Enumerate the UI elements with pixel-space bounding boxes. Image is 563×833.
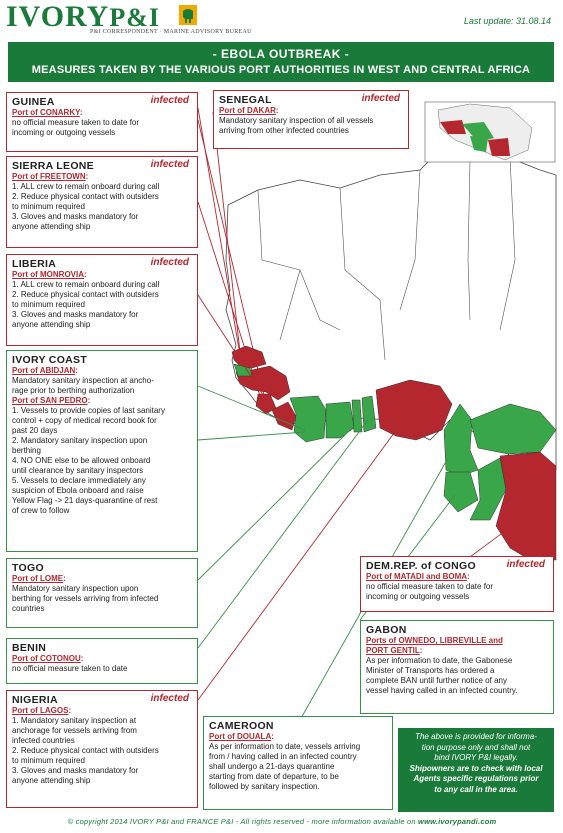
infected-tag: infected xyxy=(506,559,545,570)
port-name: LOME xyxy=(40,574,64,583)
elephant-icon xyxy=(179,5,197,25)
country-box-togo xyxy=(6,558,198,628)
note-line: to any call in the area. xyxy=(434,784,518,794)
port-line: Port of MATADI and BOMA: xyxy=(366,572,470,581)
measure-line: 1. Vessels to provide copies of last sanitary xyxy=(12,406,165,415)
country-box-liberia xyxy=(6,254,198,346)
port-prefix: Port of xyxy=(12,706,40,715)
port-name: SAN PEDRO xyxy=(40,396,88,405)
measure-line: Mandatory sanitary inspection upon xyxy=(12,584,139,593)
measure-line: incoming or outgoing vessels xyxy=(12,128,116,137)
measure-line: anyone attending ship xyxy=(12,320,91,329)
country-name: SIERRA LEONE xyxy=(12,160,94,172)
measure-line: of crew to follow xyxy=(12,506,70,515)
measure-line: 5. Vessels to declare immediately any xyxy=(12,476,146,485)
country-box-ivory-coast xyxy=(6,350,198,552)
country-name: GABON xyxy=(366,624,407,636)
logo-subtitle: P&I CORRESPONDENT · MARINE ADVISORY BUREAU xyxy=(90,29,252,35)
measure-line: arriving from other infected countries xyxy=(219,126,349,135)
measure-line: no official measure taken to date for xyxy=(366,582,494,591)
footer xyxy=(8,817,556,826)
measure-line: starting from date of departure, to be xyxy=(209,772,339,781)
togo-shape xyxy=(352,400,362,432)
measure-line: incoming or outgoing vessels xyxy=(366,592,470,601)
ivory-coast-shape xyxy=(290,396,326,442)
header xyxy=(0,0,563,42)
measure-line: from / having called in an infected country xyxy=(209,752,357,761)
country-name: GUINEA xyxy=(12,96,55,108)
infected-tag: infected xyxy=(150,95,189,106)
measure-line: 1. ALL crew to remain onboard during call xyxy=(12,182,160,191)
port-name: FREETOWN xyxy=(40,172,86,181)
country-box-benin xyxy=(6,638,198,684)
note-line: Agents specific regulations prior xyxy=(413,774,539,783)
measure-line: 2. Reduce physical contact with outsiders xyxy=(12,746,159,755)
measure-line: control + copy of medical record book for xyxy=(12,416,157,425)
title-line-2: MEASURES TAKEN BY THE VARIOUS PORT AUTHORITIES IN WEST AND CENTRAL AFRICA xyxy=(31,64,531,76)
measure-line: no official measure taken to date for xyxy=(12,118,140,127)
measure-line: 1. ALL crew to remain onboard during call xyxy=(12,280,160,289)
country-box-sierra-leone xyxy=(6,156,198,248)
measure-line: Mandatory sanitary inspection of all vessels xyxy=(219,116,374,125)
port-name: PORT GENTIL xyxy=(366,646,420,655)
measure-line: rage prior to berthing authorization xyxy=(12,386,135,395)
note-line: tion purpose only and shall not xyxy=(421,742,531,752)
port-name: MONROVIA xyxy=(40,270,84,279)
infected-tag: infected xyxy=(150,159,189,170)
port-line xyxy=(366,636,548,646)
measure-line: past 20 days xyxy=(12,426,58,435)
infected-tag: infected xyxy=(361,93,400,104)
port-prefix: Port of xyxy=(12,270,40,279)
logo-suffix: P&I xyxy=(109,3,161,32)
measure-line: vessel having called in an infected country. xyxy=(366,686,518,695)
port-name: COTONOU xyxy=(40,654,81,663)
note-line: The above is provided for informa- xyxy=(415,732,537,741)
title-banner xyxy=(8,42,554,82)
port-name: ABIDJAN xyxy=(39,366,76,375)
country-name: LIBERIA xyxy=(12,258,57,270)
port-prefix: Ports of xyxy=(366,636,399,645)
nigeria-shape xyxy=(376,380,452,440)
measure-line: Yellow Flag -> 21 days-quarantine of rest xyxy=(12,496,158,505)
port-name: OWNEDO, LIBREVILLE and xyxy=(398,636,503,645)
disclaimer-note xyxy=(398,728,554,812)
port-prefix: Port of xyxy=(366,572,394,581)
port-prefix: Port of xyxy=(12,366,40,375)
country-name: TOGO xyxy=(12,562,44,574)
port-line: Port of CONARKY: xyxy=(12,108,83,117)
port-line: Port of FREETOWN: xyxy=(12,172,89,181)
measure-line: to minimum required xyxy=(12,300,85,309)
country-name: DEM.REP. of CONGO xyxy=(366,560,476,572)
last-update: Last update: 31.08.14 xyxy=(463,16,551,26)
measure-line: 3. Gloves and masks mandatory for xyxy=(12,212,139,221)
measure-line: to minimum required xyxy=(12,756,85,765)
measure-line: no official measure taken to date xyxy=(12,664,128,673)
port-line: Port of DOUALA: xyxy=(209,732,274,741)
measure-line: 4. NO ONE else to be allowed onboard xyxy=(12,456,151,465)
title-line-1: - EBOLA OUTBREAK - xyxy=(212,47,350,61)
country-name: BENIN xyxy=(12,642,47,654)
country-box-guinea xyxy=(6,92,198,152)
country-box-gabon xyxy=(360,620,554,714)
measure-line: Minister of Transports has ordered a xyxy=(366,666,495,675)
port-name: MATADI and BOMA xyxy=(394,572,468,581)
measure-line: berthing for vessels arriving from infected xyxy=(12,594,159,603)
port-line: Port of LAGOS: xyxy=(12,706,72,715)
gabon-shape xyxy=(444,472,478,512)
measure-line: complete BAN until further notice of any xyxy=(366,676,507,685)
country-box-cameroon xyxy=(203,716,393,810)
measure-line: 3. Gloves and masks mandatory for xyxy=(12,310,139,319)
measure-line: until clearance by sanitary inspectors xyxy=(12,466,144,475)
measure-line: shall undergo a 21-days quarantine xyxy=(209,762,335,771)
port-line: Port of DAKAR: xyxy=(219,106,279,115)
measure-line: anyone attending ship xyxy=(12,222,91,231)
port-line: Port of ABIDJAN: xyxy=(12,366,78,375)
country-name: NIGERIA xyxy=(12,694,58,706)
port-prefix: Port of xyxy=(12,396,40,405)
country-box-senegal xyxy=(213,90,409,149)
measure-line: 2. Reduce physical contact with outsiders xyxy=(12,192,159,201)
port-prefix: Port of xyxy=(209,732,237,741)
port-line: Port of SAN PEDRO: xyxy=(12,396,91,405)
port-name: LAGOS xyxy=(40,706,69,715)
website-link[interactable]: www.ivorypandi.com xyxy=(418,817,497,826)
note-line: bind IVORY P&I legally. xyxy=(434,753,518,762)
port-line: Port of COTONOU: xyxy=(12,654,84,663)
port-prefix: Port of xyxy=(219,106,247,115)
measure-line: 2. Reduce physical contact with outsiders xyxy=(12,290,159,299)
measure-line: anchorage for vessels arriving from xyxy=(12,726,137,735)
note-line: Shipowners are to check with local xyxy=(409,763,543,773)
country-name: IVORY COAST xyxy=(12,354,88,366)
country-box-dr-congo xyxy=(360,556,554,612)
logo-main: IVORY xyxy=(6,0,110,33)
port-line: Port of MONROVIA: xyxy=(12,270,87,279)
country-name: SENEGAL xyxy=(219,94,272,106)
measure-line: anyone attending ship xyxy=(12,776,91,785)
port-line: PORT GENTIL: xyxy=(366,646,423,655)
infected-tag: infected xyxy=(150,257,189,268)
measure-line: berthing xyxy=(12,446,41,455)
measure-line: to minimum required xyxy=(12,202,85,211)
country-box-nigeria xyxy=(6,690,198,808)
port-prefix: Port of xyxy=(12,654,40,663)
measure-line: Mandatory sanitary inspection at ancho- xyxy=(12,376,154,385)
port-line: Port of LOME: xyxy=(12,574,66,583)
port-prefix: Port of xyxy=(12,574,40,583)
port-name: DOUALA xyxy=(237,732,272,741)
measure-line: 1. Mandatory sanitary inspection at xyxy=(12,716,137,725)
country-name: CAMEROON xyxy=(209,720,274,732)
measure-line: countries xyxy=(12,604,45,613)
measure-line: 3. Gloves and masks mandatory for xyxy=(12,766,139,775)
measure-line: suspicion of Ebola onboard and raise xyxy=(12,486,144,495)
infected-tag: infected xyxy=(150,693,189,704)
port-prefix: Port of xyxy=(12,108,40,117)
port-prefix: Port of xyxy=(12,172,40,181)
measure-line: As per information to date, the Gabonese xyxy=(366,656,513,665)
measure-line: As per information to date, vessels arriving xyxy=(209,742,361,751)
ghana-shape xyxy=(326,402,354,438)
measure-line: 2. Mandatory sanitary inspection upon xyxy=(12,436,148,445)
copyright-text: © copyright 2014 IVORY P&I and FRANCE P&I - All rights reserved - more information available on xyxy=(67,817,416,826)
port-name: CONARKY xyxy=(40,108,80,117)
measure-line: infected countries xyxy=(12,736,75,745)
port-name: DAKAR xyxy=(247,106,276,115)
dr-congo-shape xyxy=(496,452,556,560)
measure-line: followed by sanitary inspection. xyxy=(209,782,320,791)
